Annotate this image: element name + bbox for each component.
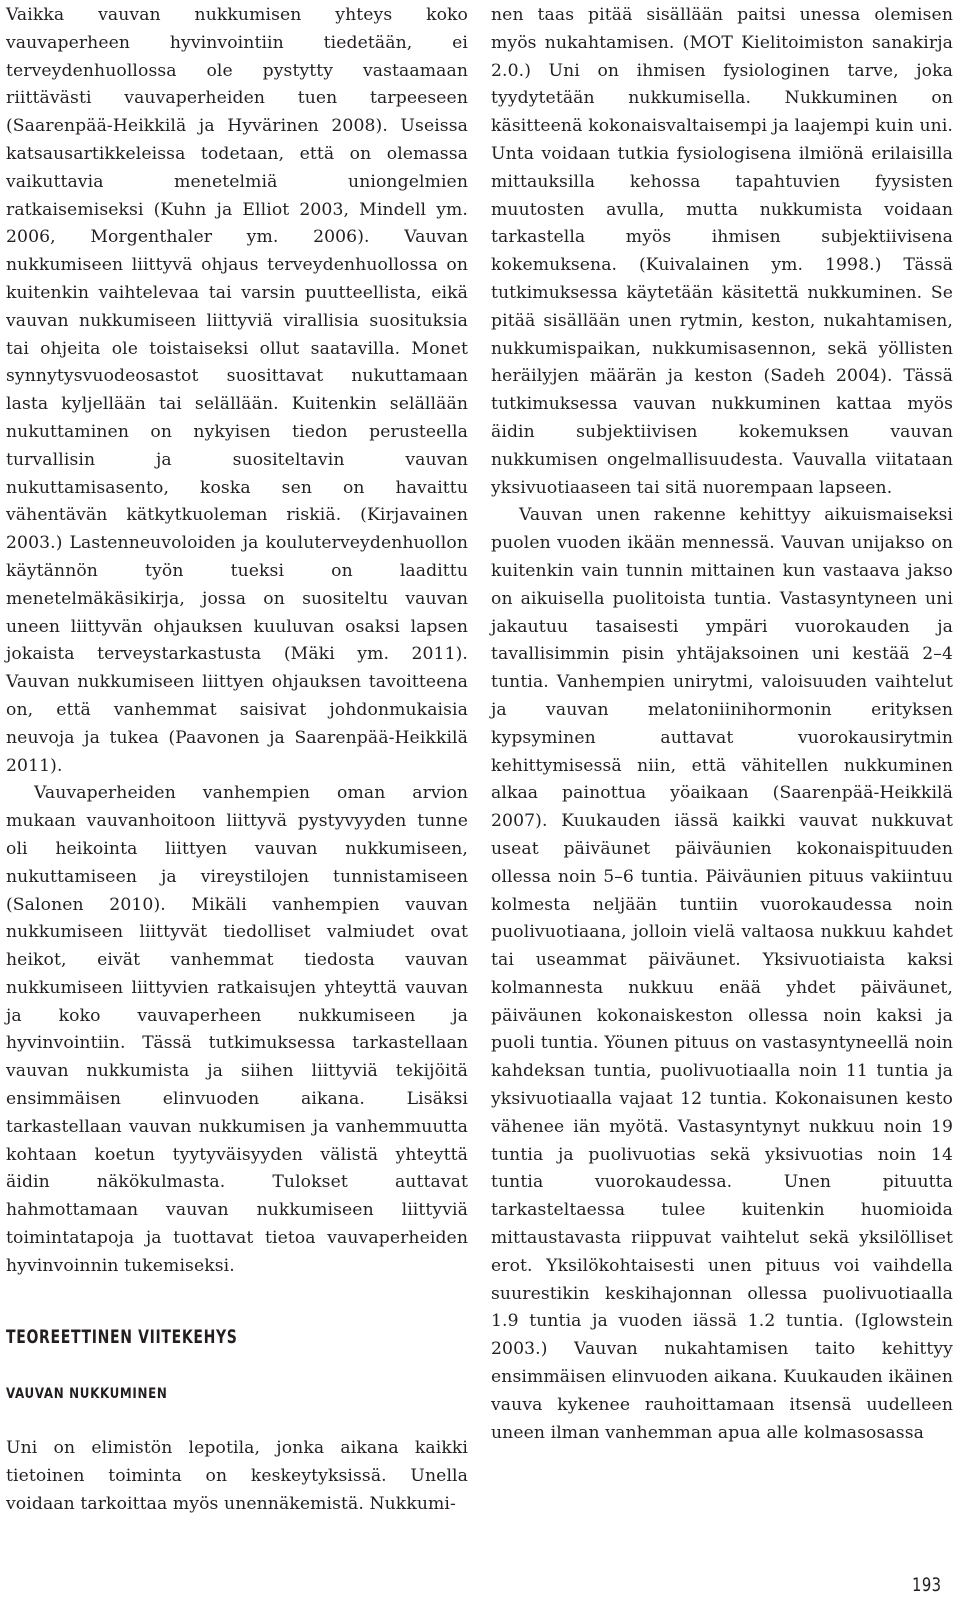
section-heading: TEOREETTINEN VIITEKEHYS	[6, 1326, 238, 1348]
subsection-heading-wrap	[6, 1386, 203, 1410]
section-heading-wrap	[6, 1326, 288, 1356]
body-paragraph: Vauvan unen rakenne kehittyy aikuismaiseksi puolen vuoden ikään mennessä. Vauvan unijakso on kuitenkin vain tunnin mittainen kun vastaava jakso on aikuisella puolitoista tuntia. Vastasyntyneen uni jakautuu tasaisesti ympäri vuorokauden ja tavallisimmin pisin yhtäjaksoinen uni kestää 2–4 tuntia. Vanhempien unirytmi, valoisuuden vaihtelut ja vauvan melatoniinihormonin erityksen kypsyminen auttavat vuorokausirytmin kehittymisessä niin, että vähitellen nukkuminen alkaa painottua yöaikaan (Saarenpää-Heikkilä 2007). Kuukauden iässä kaikki vauvat nukkuvat useat päiväunet päiväunien kokonaispituuden ollessa noin 5–6 tuntia. Päiväunien pituus vakiintuu kolmesta neljään tuntiin vuorokaudessa noin puolivuotiaana, jolloin vielä valtaosa nukkuu kahdet tai useammat päiväunet. Yksivuotiaista kaksi kolmannesta nukkuu enää yhdet päiväunet, päiväunen kokonaiskeston ollessa noin kaksi ja puoli tuntia. Yöunen pituus on vastasyntyneellä noin kahdeksan tuntia, puolivuotiaalla noin 11 tuntia ja yksivuotiaalla vajaat 12 tuntia. Kokonaisunen kesto vähenee iän myötä. Vastasyntynyt nukkuu noin 19 tuntia ja puolivuotias sekä yksivuotias noin 14 tuntia vuorokaudessa. Unen pituutta tarkasteltaessa tulee kuitenkin huomioida mittaustavasta riippuvat vaihtelut sekä yksilölliset erot. Yksilökohtaisesti unen pituus voi vaihdella suurestikin keskihajonnan ollessa puolivuotiaalla 1.9 tuntia ja vuoden iässä 1.2 tuntia. (Iglowstein 2003.) Vauvan nukahtamisen taito kehittyy ensimmäisen elinvuoden aikana. Kuukauden ikäinen vauva kykenee rauhoittamaan itsensä uudelleen uneen ilman vanhemman apua alle kolmasosassa	[491, 505, 953, 1443]
left-column-body	[6, 2, 468, 1281]
body-paragraph: nen taas pitää sisällään paitsi unessa olemisen myös nukahtamisen. (MOT Kielitoimiston sanakirja 2.0.) Uni on ihmisen fysiologinen tarve, joka tyydytetään nukkumisella. Nukkuminen on käsitteenä kokonaisvaltaisempi ja laajempi kuin uni. Unta voidaan tutkia fysiologisena ilmiönä erilaisilla mittauksilla kehossa tapahtuvien fyysisten muutosten avulla, mutta nukkumista voidaan tarkastella myös ihmisen subjektiivisena kokemuksena. (Kuivalainen ym. 1998.) Tässä tutkimuksessa käytetään käsitettä nukkuminen. Se pitää sisällään unen rytmin, keston, nukahtamisen, nukkumispaikan, nukkumisasennon, sekä yöllisten heräilyjen määrän ja keston (Sadeh 2004). Tässä tutkimuksessa vauvan nukkuminen kattaa myös äidin subjektiivisen kokemuksen vauvan nukkumisen ongelmallisuudesta. Vauvalla viitataan yksivuotiaaseen tai sitä nuorempaan lapseen.	[491, 5, 953, 498]
body-paragraph: Vauvaperheiden vanhempien oman arvion mukaan vauvanhoitoon liittyvä pystyvyyden tunne oli heikointa liittyen vauvan nukkumiseen, nukuttamiseen ja vireystilojen tunnistamiseen (Salonen 2010). Mikäli vanhempien vauvan nukkumiseen liittyvät tiedolliset valmiudet ovat heikot, eivät vanhemmat tiedosta vauvan nukkumiseen liittyvien ratkaisujen yhteyttä vauvan ja koko vauvaperheen nukkumiseen ja hyvinvointiin. Tässä tutkimuksessa tarkastellaan vauvan nukkumista ja siihen liittyviä tekijöitä ensimmäisen elinvuoden aikana. Lisäksi tarkastellaan vauvan nukkumisen ja vanhemmuutta kohtaan koetun tyytyväisyyden välistä yhteyttä äidin näkökulmasta. Tulokset auttavat hahmottamaan vauvan nukkumiseen liittyviä toimintatapoja ja tuottavat tietoa vauvaperheiden hyvinvoinnin tukemiseksi.	[6, 783, 468, 1276]
subsection-heading: VAUVAN NUKKUMINEN	[6, 1386, 168, 1402]
body-paragraph: Uni on elimistön lepotila, jonka aikana kaikki tietoinen toiminta on keskeytyksissä. Unella voidaan tarkoittaa myös unennäkemistä. Nukkumi-	[6, 1438, 468, 1514]
body-paragraph: Vaikka vauvan nukkumisen yhteys koko vauvaperheen hyvinvointiin tiedetään, ei terveydenhuollossa ole pystytty vastaamaan riittävästi vauvaperheiden tuen tarpeeseen (Saarenpää-Heikkilä ja Hyvärinen 2008). Useissa katsausartikkeleissa todetaan, että on olemassa vaikuttavia menetelmiä uniongelmien ratkaisemiseksi (Kuhn ja Elliot 2003, Mindell ym. 2006, Morgenthaler ym. 2006). Vauvan nukkumiseen liittyvä ohjaus terveydenhuollossa on kuitenkin vaihtelevaa tai varsin puutteellista, eikä vauvan nukkumiseen liittyviä virallisia suosituksia tai ohjeita ole toistaiseksi ollut saatavilla. Monet synnytysvuodeosastot suosittavat nukuttamaan lasta kyljellään tai selällään. Kuitenkin selällään nukuttaminen on nykyisen tiedon perusteella turvallisin ja suositeltavin vauvan nukuttamisasento, koska sen on havaittu vähentävän kätkytkuoleman riskiä. (Kirjavainen 2003.) Lastenneuvoloiden ja kouluterveydenhuollon käytännön työn tueksi on laadittu menetelmäkäsikirja, jossa on suositeltu vauvan uneen liittyvän ohjauksen kuuluvan osaksi lapsen jokaista terveystarkastusta (Mäki ym. 2011). Vauvan nukkumiseen liittyen ohjauksen tavoitteena on, että vanhemmat saisivat johdonmukaisia neuvoja ja tukea (Paavonen ja Saarenpää-Heikkilä 2011).	[6, 5, 468, 776]
page-number: 193	[912, 1574, 942, 1596]
left-column-section-body	[6, 1435, 468, 1518]
right-column-body	[491, 2, 953, 1447]
